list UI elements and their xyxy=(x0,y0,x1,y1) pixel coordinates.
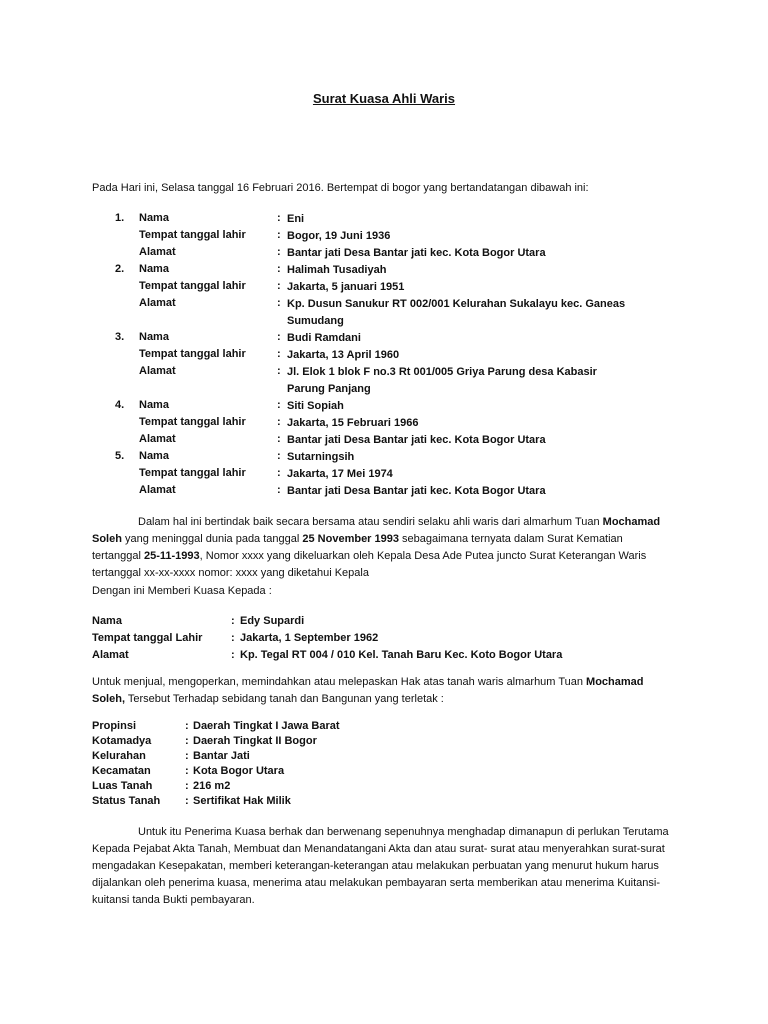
heir-birth-label: Tempat tanggal lahir xyxy=(139,416,246,428)
heir-address-value: Jl. Elok 1 blok F no.3 Rt 001/005 Griya Parung desa Kabasir Parung Panjang xyxy=(287,366,597,395)
recipient-address-row xyxy=(92,648,692,665)
colon: : xyxy=(277,484,281,496)
heir-birth-value: Jakarta, 17 Mei 1974 xyxy=(287,468,393,480)
colon: : xyxy=(277,280,281,292)
death-date: 25 November 1993 xyxy=(302,533,399,545)
colon: : xyxy=(277,212,281,224)
heir-birth-label: Tempat tanggal lahir xyxy=(139,280,246,292)
colon: : xyxy=(277,246,281,258)
statement-paragraph xyxy=(92,514,672,582)
heirs-list xyxy=(92,211,692,500)
heir-number: 2. xyxy=(115,263,125,275)
land-label: Status Tanah xyxy=(92,795,161,807)
land-row-area xyxy=(92,779,692,794)
heir-number: 5. xyxy=(115,450,125,462)
heir-address-label: Alamat xyxy=(139,297,176,309)
heir-3-address-row xyxy=(92,364,692,398)
purpose-paragraph xyxy=(92,674,672,708)
heir-number: 3. xyxy=(115,331,125,343)
heir-4-birth-row xyxy=(92,415,692,432)
heir-5-name-row xyxy=(92,449,692,466)
heir-2-birth-row xyxy=(92,279,692,296)
colon: : xyxy=(277,467,281,479)
land-row-district xyxy=(92,764,692,779)
colon: : xyxy=(277,229,281,241)
colon: : xyxy=(185,765,189,777)
heir-name-value: Siti Sopiah xyxy=(287,400,344,412)
heir-name-value: Sutarningsih xyxy=(287,451,355,463)
heir-address-label: Alamat xyxy=(139,246,176,258)
heir-4-address-row xyxy=(92,432,692,449)
heir-3-name-row xyxy=(92,330,692,347)
colon: : xyxy=(277,416,281,428)
land-value: Daerah Tingkat I Jawa Barat xyxy=(193,720,340,732)
land-details xyxy=(92,719,692,809)
land-row-village xyxy=(92,749,692,764)
colon: : xyxy=(185,795,189,807)
land-value: Daerah Tingkat II Bogor xyxy=(193,735,317,747)
heir-name-label: Nama xyxy=(139,450,169,462)
heir-birth-value: Jakarta, 15 Februari 1966 xyxy=(287,417,419,429)
land-row-city xyxy=(92,734,692,749)
heir-name-value: Halimah Tusadiyah xyxy=(287,264,387,276)
land-label: Kotamadya xyxy=(92,735,152,747)
colon: : xyxy=(185,735,189,747)
statement-text-4: , Nomor xxxx yang dikeluarkan oleh Kepala Desa Ade Putea juncto Surat Keterangan Waris tertanggal xx-xx-xxxx nomor: xxxx yang diketahui Kepala xyxy=(92,550,647,579)
grant-intro: Dengan ini Memberi Kuasa Kepada : xyxy=(92,585,272,597)
intro-paragraph: Pada Hari ini, Selasa tanggal 16 Februari 2016. Bertempat di bogor yang bertandatangan dibawah ini: xyxy=(92,182,589,194)
land-label: Propinsi xyxy=(92,720,137,732)
heir-number: 4. xyxy=(115,399,125,411)
land-label: Luas Tanah xyxy=(92,780,153,792)
heir-2-name-row xyxy=(92,262,692,279)
heir-address-label: Alamat xyxy=(139,484,176,496)
statement-text-1: Dalam hal ini bertindak baik secara bersama atau sendiri selaku ahli waris dari almarhum Tuan xyxy=(138,516,603,528)
statement-text-3: sebagaimana ternyata dalam Surat Kematian tertanggal xyxy=(92,533,623,562)
heir-name-label: Nama xyxy=(139,331,169,343)
heir-birth-value: Jakarta, 5 januari 1951 xyxy=(287,281,405,293)
heir-birth-value: Jakarta, 13 April 1960 xyxy=(287,349,400,361)
heir-1-birth-row xyxy=(92,228,692,245)
heir-1-address-row xyxy=(92,245,692,262)
land-row-status xyxy=(92,794,692,809)
land-value: Bantar Jati xyxy=(193,750,250,762)
purpose-text-1: Untuk menjual, mengoperkan, memindahkan atau melepaskan Hak atas tanah waris almarhum Tuan xyxy=(92,676,587,688)
heir-name-label: Nama xyxy=(139,263,169,275)
recipient-name-label: Nama xyxy=(92,615,122,627)
colon: : xyxy=(185,750,189,762)
heir-name-value: Eni xyxy=(287,213,305,225)
colon: : xyxy=(185,780,189,792)
colon: : xyxy=(277,399,281,411)
heir-number: 1. xyxy=(115,212,125,224)
heir-birth-label: Tempat tanggal lahir xyxy=(139,348,246,360)
colon: : xyxy=(185,720,189,732)
recipient-address-label: Alamat xyxy=(92,649,129,661)
colon: : xyxy=(277,450,281,462)
colon: : xyxy=(277,365,281,377)
heir-4-name-row xyxy=(92,398,692,415)
colon: : xyxy=(277,433,281,445)
heir-address-label: Alamat xyxy=(139,433,176,445)
land-value: 216 m2 xyxy=(193,780,231,792)
document-title: Surat Kuasa Ahli Waris xyxy=(312,91,456,106)
recipient-details xyxy=(92,614,692,665)
colon: : xyxy=(277,348,281,360)
heir-birth-value: Bogor, 19 Juni 1936 xyxy=(287,230,391,242)
colon: : xyxy=(231,649,235,661)
heir-5-address-row xyxy=(92,483,692,500)
heir-3-birth-row xyxy=(92,347,692,364)
colon: : xyxy=(231,615,235,627)
heir-birth-label: Tempat tanggal lahir xyxy=(139,229,246,241)
deceased-name: Mochamad Soleh, xyxy=(92,676,644,705)
recipient-birth-row xyxy=(92,631,692,648)
heir-name-label: Nama xyxy=(139,399,169,411)
statement-text-2: yang meninggal dunia pada tanggal xyxy=(121,533,303,545)
recipient-name-row xyxy=(92,614,692,631)
colon: : xyxy=(277,331,281,343)
land-row-province xyxy=(92,719,692,734)
heir-birth-label: Tempat tanggal lahir xyxy=(139,467,246,479)
recipient-address-value: Kp. Tegal RT 004 / 010 Kel. Tanah Baru Kec. Koto Bogor Utara xyxy=(240,649,563,661)
land-label: Kelurahan xyxy=(92,750,146,762)
closing-paragraph: Untuk itu Penerima Kuasa berhak dan berwenang sepenuhnya menghadap dimanapun di perlukan Terutama Kepada Pejabat Akta Tanah, Membuat dan Menandatangani Akta dan atau surat- surat atau menyerahkan surat-surat mengadakan Kesepakatan, memberi keterangan-keterangan atau melakukan perbuatan yang menurut hukum harus dijalankan oleh penerima kuasa, menerima atau melakukan pembayaran serta memberikan atau menerima Kuitansi-kuitansi tanda Bukti pembayaran. xyxy=(92,826,669,906)
heir-2-address-row xyxy=(92,296,692,330)
heir-address-value: Bantar jati Desa Bantar jati kec. Kota Bogor Utara xyxy=(287,485,546,497)
heir-address-value: Kp. Dusun Sanukur RT 002/001 Kelurahan Sukalayu kec. Ganeas Sumudang xyxy=(287,298,626,327)
heir-address-value: Bantar jati Desa Bantar jati kec. Kota Bogor Utara xyxy=(287,434,546,446)
recipient-name-value: Edy Supardi xyxy=(240,615,305,627)
land-value: Kota Bogor Utara xyxy=(193,765,285,777)
heir-address-label: Alamat xyxy=(139,365,176,377)
colon: : xyxy=(277,297,281,309)
heir-1-name-row xyxy=(92,211,692,228)
land-value: Sertifikat Hak Milik xyxy=(193,795,291,807)
certificate-date: 25-11-1993 xyxy=(143,550,200,562)
colon: : xyxy=(231,632,235,644)
heir-address-value: Bantar jati Desa Bantar jati kec. Kota Bogor Utara xyxy=(287,247,546,259)
deceased-name: Mochamad Soleh xyxy=(92,516,661,545)
recipient-birth-label: Tempat tanggal Lahir xyxy=(92,632,203,644)
heir-name-label: Nama xyxy=(139,212,169,224)
heir-5-birth-row xyxy=(92,466,692,483)
land-label: Kecamatan xyxy=(92,765,151,777)
heir-name-value: Budi Ramdani xyxy=(287,332,361,344)
recipient-birth-value: Jakarta, 1 September 1962 xyxy=(240,632,379,644)
colon: : xyxy=(277,263,281,275)
purpose-text-2: Tersebut Terhadap sebidang tanah dan Bangunan yang terletak : xyxy=(125,693,444,705)
